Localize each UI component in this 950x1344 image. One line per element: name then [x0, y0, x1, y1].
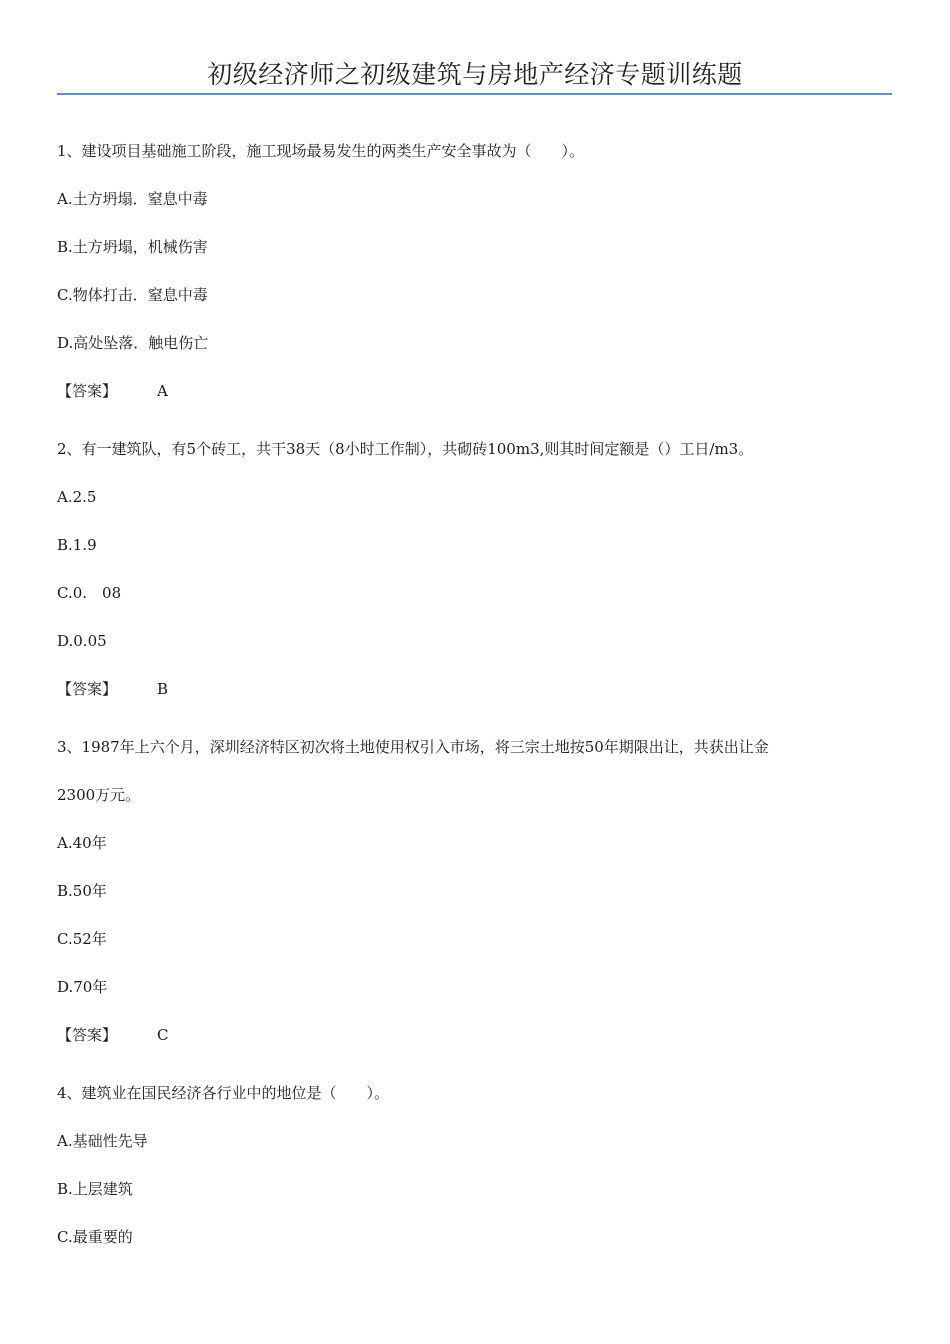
answer-value: C: [157, 1026, 169, 1044]
option-b: B.上层建筑: [57, 1180, 133, 1198]
option-b: B.土方坍塌，机械伤害: [57, 238, 208, 256]
option-a: A.土方坍塌．窒息中毒: [57, 190, 208, 208]
question-stem-line-2: 2300万元。: [57, 786, 141, 804]
option-a: A.2.5: [57, 488, 97, 506]
question-stem: 2、有一建筑队，有5个砖工，共干38天（8小时工作制），共砌砖100m3,则其时间定额是（）工日/m3。: [57, 440, 754, 458]
option-a: A.基础性先导: [57, 1132, 148, 1150]
option-b: B.1.9: [57, 536, 97, 554]
option-a: A.40年: [57, 834, 107, 852]
option-d: D.高处坠落．触电伤亡: [57, 334, 209, 352]
question-stem: 4、建筑业在国民经济各行业中的地位是（ ）。: [57, 1084, 390, 1102]
answer-row: [57, 1018, 892, 1052]
answer-label: 【答案】: [57, 382, 118, 400]
option-c: C.0. 08: [57, 584, 122, 602]
option-c: C.物体打击．窒息中毒: [57, 286, 208, 304]
question-list: [57, 134, 892, 1268]
option-d: D.0.05: [57, 632, 107, 650]
answer-row: [57, 672, 892, 706]
answer-row: [57, 374, 892, 408]
question-4: [57, 1076, 892, 1254]
answer-value: A: [157, 382, 168, 400]
question-1: [57, 134, 892, 408]
option-c: C.最重要的: [57, 1228, 133, 1246]
question-2: [57, 432, 892, 706]
title-divider: [57, 93, 892, 95]
document-title: 初级经济师之初级建筑与房地产经济专题训练题: [207, 60, 743, 89]
question-stem: 1、建设项目基础施工阶段，施工现场最易发生的两类生产安全事故为（ ）。: [57, 142, 585, 160]
option-b: B.50年: [57, 882, 107, 900]
option-d: D.70年: [57, 978, 108, 996]
answer-value: B: [157, 680, 169, 698]
answer-label: 【答案】: [57, 680, 118, 698]
answer-label: 【答案】: [57, 1026, 118, 1044]
question-stem-line-1: 3、1987年上六个月，深圳经济特区初次将土地使用权引入市场，将三宗土地按50年期限出让，共获出让金: [57, 738, 769, 756]
option-c: C.52年: [57, 930, 107, 948]
question-3: [57, 730, 892, 1052]
